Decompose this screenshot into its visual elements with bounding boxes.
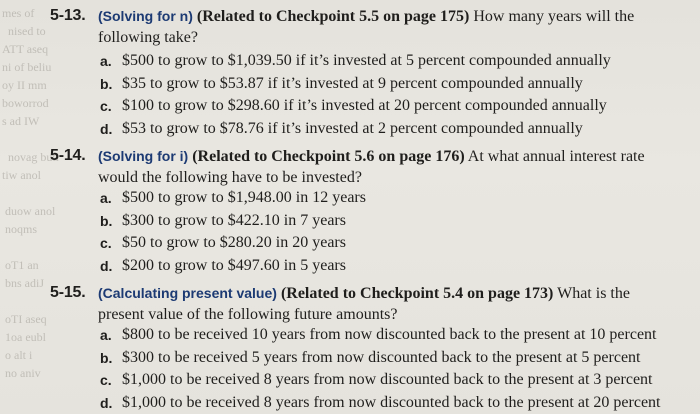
item-text: $1,000 to be received 8 years from now discounted back to the present at 3 percent xyxy=(122,371,653,388)
list-item xyxy=(100,95,611,118)
question-text: At what annual interest rate would the following have to be invested? xyxy=(98,148,645,186)
checkpoint-reference: (Related to Checkpoint 5.5 on page 175) xyxy=(196,8,470,25)
bleed-through-text: mes of nised to ATT aseq ni of beliu oy II mm boworrod s ad IW novag butl tiw anol duow anol noqms oT1 an bns adiJ oTI aseq 1oa eubl o alt i no aniv xyxy=(2,6,59,380)
item-label: a. xyxy=(100,327,112,343)
list-item xyxy=(100,392,660,414)
item-label: b. xyxy=(100,349,113,366)
item-label: b. xyxy=(100,212,113,229)
list-item xyxy=(100,347,660,370)
item-text: $300 to grow to $422.10 in 7 years xyxy=(122,211,346,229)
item-label: d. xyxy=(100,257,113,274)
list-item xyxy=(100,118,611,141)
list-item xyxy=(100,369,660,392)
item-label: d. xyxy=(100,120,113,137)
item-text: $500 to grow to $1,948.00 in 12 years xyxy=(122,189,366,206)
item-text: $50 to grow to $280.20 in 20 years xyxy=(122,234,346,251)
problem-tag: (Solving for n) xyxy=(98,8,193,24)
item-text: $500 to grow to $1,039.50 if it’s invested at 5 percent compounded annually xyxy=(122,52,611,69)
question-text: What is the present value of the following future amounts? xyxy=(98,285,630,323)
item-text: $53 to grow to $78.76 if it’s invested at 2 percent compounded annually xyxy=(122,119,583,137)
problem-statement xyxy=(98,146,678,188)
item-label: c. xyxy=(100,235,112,251)
problem-statement xyxy=(98,6,678,48)
sub-item-list xyxy=(100,50,611,140)
list-item xyxy=(100,50,611,73)
list-item xyxy=(100,255,366,278)
item-label: c. xyxy=(100,98,112,114)
problem-statement xyxy=(98,283,678,325)
item-text: $800 to be received 10 years from now discounted back to the present at 10 percent xyxy=(122,326,657,343)
item-label: a. xyxy=(100,190,112,206)
problem-tag: (Solving for i) xyxy=(98,148,189,164)
checkpoint-reference: (Related to Checkpoint 5.4 on page 173) xyxy=(280,285,554,302)
problem-tag: (Calculating present value) xyxy=(98,285,277,301)
problem-number: 5-15. xyxy=(50,284,86,301)
problem-number: 5-13. xyxy=(50,7,86,24)
item-text: $200 to grow to $497.60 in 5 years xyxy=(122,256,346,274)
checkpoint-reference: (Related to Checkpoint 5.6 on page 176) xyxy=(192,148,465,165)
sub-item-list xyxy=(100,324,660,414)
item-text: $35 to grow to $53.87 if it’s invested at 9 percent compounded annually xyxy=(122,74,583,92)
item-text: $1,000 to be received 8 years from now discounted back to the present at 20 percent xyxy=(122,393,661,411)
item-label: a. xyxy=(100,53,112,69)
question-text: How many years will the following take? xyxy=(98,8,635,46)
item-text: $300 to be received 5 years from now discounted back to the present at 5 percent xyxy=(122,348,641,366)
problem-number: 5-14. xyxy=(50,147,86,164)
item-label: b. xyxy=(100,75,113,92)
list-item xyxy=(100,210,366,233)
sub-item-list xyxy=(100,187,366,277)
item-label: c. xyxy=(100,372,112,388)
item-text: $100 to grow to $298.60 if it’s invested at 20 percent compounded annually xyxy=(122,97,607,114)
list-item xyxy=(100,232,366,255)
list-item xyxy=(100,73,611,96)
list-item xyxy=(100,187,366,210)
list-item xyxy=(100,324,660,347)
item-label: d. xyxy=(100,394,113,411)
